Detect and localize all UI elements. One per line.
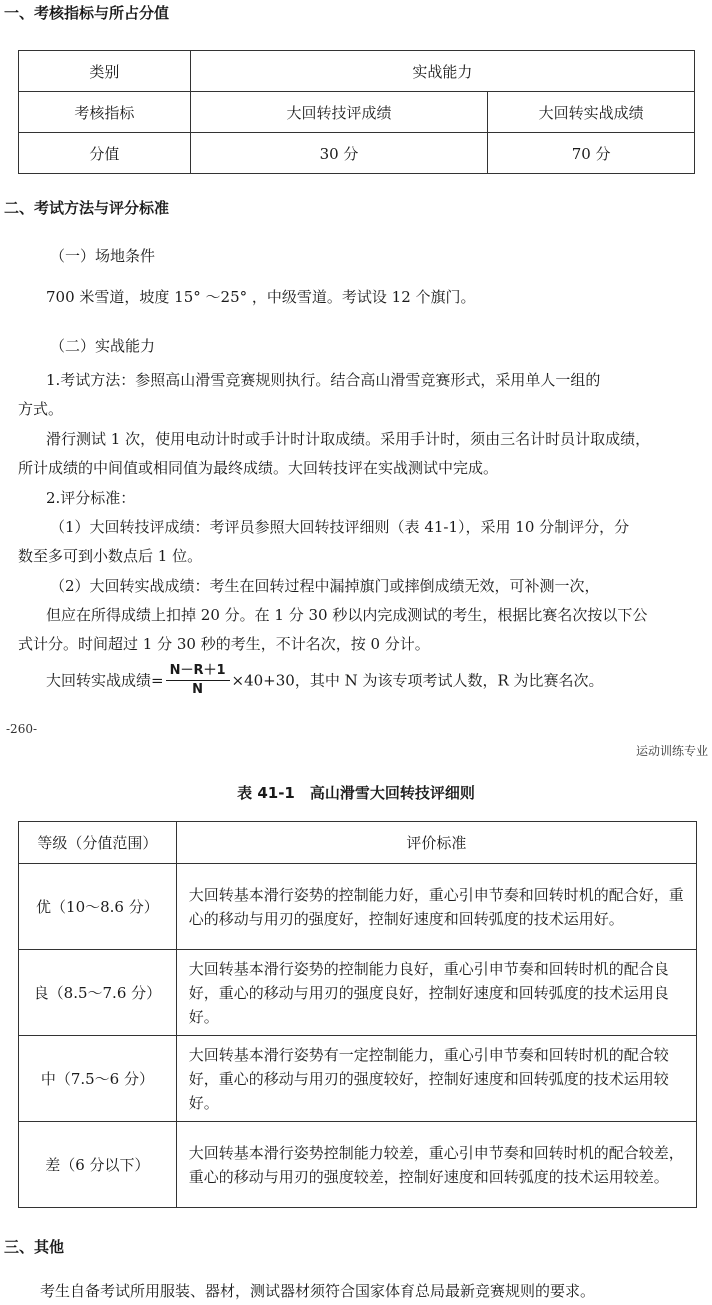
formula-numerator: N－R＋1 bbox=[166, 662, 230, 681]
formula-denominator: N bbox=[192, 682, 203, 697]
method-line: 1.考试方法：参照高山滑雪竞赛规则执行。结合高山滑雪竞赛形式，采用单人一组的 bbox=[46, 371, 601, 389]
points-tech: 30 分 bbox=[190, 133, 488, 174]
points-label: 分值 bbox=[19, 133, 191, 174]
section2-heading: 二、考试方法与评分标准 bbox=[4, 199, 170, 217]
formula-fraction bbox=[166, 662, 230, 699]
scoring-title: 2.评分标准： bbox=[46, 489, 136, 507]
criteria-table bbox=[18, 821, 697, 1208]
venue-text: 700 米雪道，坡度 15° ～25° ，中级雪道。考试设 12 个旗门。 bbox=[46, 288, 476, 306]
indicator-tech: 大回转技评成绩 bbox=[190, 92, 488, 133]
indicator-label: 考核指标 bbox=[19, 92, 191, 133]
combat-subheading: （二）实战能力 bbox=[50, 337, 156, 355]
tech-score-line: 数至多可到小数点后 1 位。 bbox=[18, 547, 203, 565]
score-allocation-table bbox=[18, 50, 695, 174]
standard-cell: 大回转基本滑行姿势有一定控制能力，重心引申节奏和回转时机的配合较好，重心的移动与用刃的强度较好，控制好速度和回转弧度的技术运用较好。 bbox=[176, 1036, 696, 1122]
venue-subheading: （一）场地条件 bbox=[50, 247, 156, 265]
method-line: 方式。 bbox=[18, 400, 64, 418]
formula-suffix: ×40+30，其中 N 为该专项考试人数，R 为比赛名次。 bbox=[231, 671, 604, 690]
grade-cell: 中（7.5～6 分） bbox=[19, 1036, 177, 1122]
score-formula bbox=[46, 662, 604, 699]
section3-text: 考生自备考试所用服装、器材，测试器材须符合国家体育总局最新竞赛规则的要求。 bbox=[40, 1282, 596, 1300]
running-header: 运动训练专业 bbox=[635, 744, 708, 758]
race-score-line: 但应在所得成绩上扣掉 20 分。在 1 分 30 秒以内完成测试的考生，根据比赛名次按以下公 bbox=[46, 606, 648, 624]
standard-cell: 大回转基本滑行姿势控制能力较差，重心引申节奏和回转时机的配合较差，重心的移动与用刃的强度较差，控制好速度和回转弧度的技术运用较差。 bbox=[176, 1122, 696, 1208]
timing-line: 所计成绩的中间值或相同值为最终成绩。大回转技评在实战测试中完成。 bbox=[18, 459, 499, 477]
section3-heading: 三、其他 bbox=[4, 1238, 65, 1256]
criteria-header-standard: 评价标准 bbox=[176, 822, 696, 864]
standard-cell: 大回转基本滑行姿势的控制能力好，重心引申节奏和回转时机的配合好，重心的移动与用刃的强度好，控制好速度和回转弧度的技术运用好。 bbox=[176, 864, 696, 950]
criteria-caption: 表 41-1 高山滑雪大回转技评细则 bbox=[237, 784, 475, 802]
indicator-race: 大回转实战成绩 bbox=[488, 92, 695, 133]
category-label: 类别 bbox=[19, 51, 191, 92]
timing-line: 滑行测试 1 次，使用电动计时或手计时计取成绩。采用手计时，须由三名计时员计取成绩， bbox=[46, 430, 651, 448]
page-number: -260- bbox=[6, 722, 38, 736]
section1-heading: 一、考核指标与所占分值 bbox=[4, 4, 170, 22]
category-value: 实战能力 bbox=[190, 51, 694, 92]
grade-cell: 差（6 分以下） bbox=[19, 1122, 177, 1208]
points-race: 70 分 bbox=[488, 133, 695, 174]
grade-cell: 优（10～8.6 分） bbox=[19, 864, 177, 950]
formula-prefix: 大回转实战成绩= bbox=[46, 671, 164, 690]
grade-cell: 良（8.5～7.6 分） bbox=[19, 950, 177, 1036]
standard-cell: 大回转基本滑行姿势的控制能力良好，重心引申节奏和回转时机的配合良好，重心的移动与用刃的强度良好，控制好速度和回转弧度的技术运用良好。 bbox=[176, 950, 696, 1036]
criteria-header-grade: 等级（分值范围） bbox=[19, 822, 177, 864]
race-score-line: 式计分。时间超过 1 分 30 秒的考生，不计名次，按 0 分计。 bbox=[18, 635, 430, 653]
tech-score-line: （1）大回转技评成绩：考评员参照大回转技评细则（表 41-1），采用 10 分制评分，分 bbox=[50, 518, 630, 536]
race-score-line: （2）大回转实战成绩：考生在回转过程中漏掉旗门或摔倒成绩无效，可补测一次， bbox=[50, 577, 600, 595]
